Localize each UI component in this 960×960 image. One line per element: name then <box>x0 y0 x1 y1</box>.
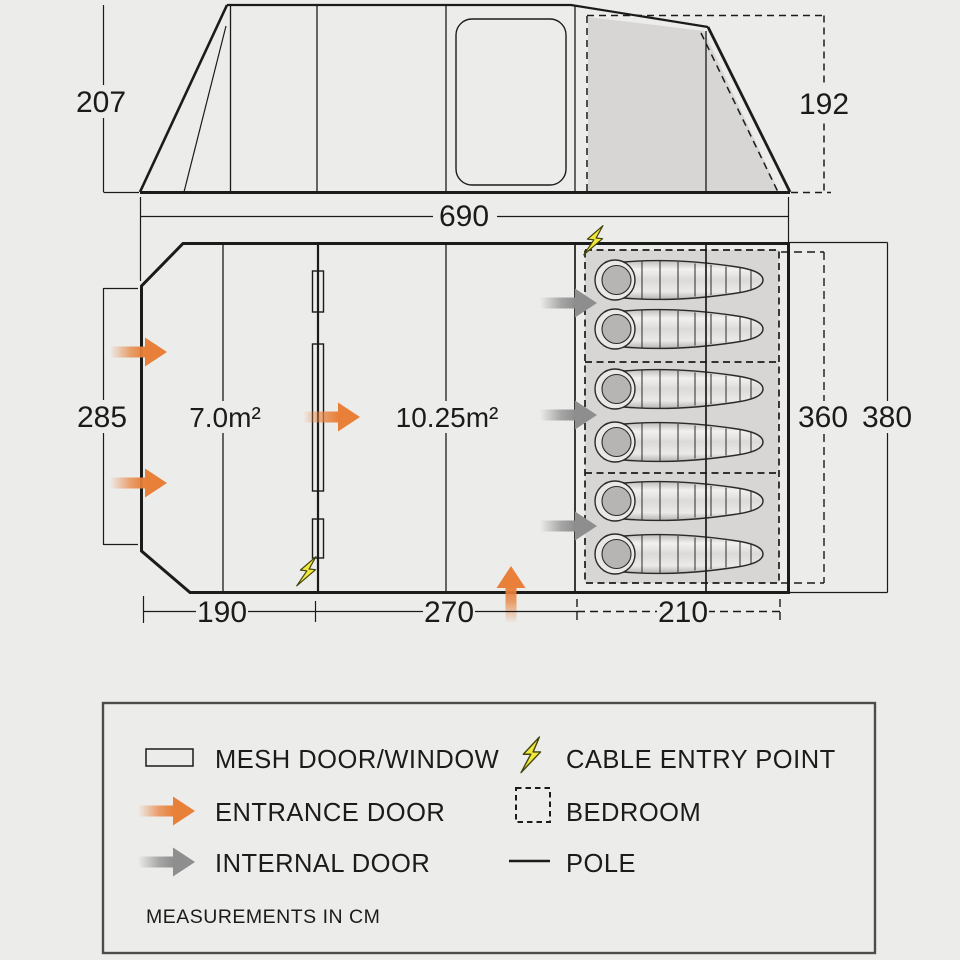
entrance-door-arrow <box>303 403 360 432</box>
internal-door-icon <box>138 848 195 877</box>
dim-bedroom-depth-value: 360 <box>797 401 849 434</box>
cable-entry-icon <box>297 555 317 588</box>
dim-bedroom-width-value: 210 <box>657 596 709 629</box>
entrance-door-arrow-up <box>497 566 526 623</box>
legend-bedroom-label: BEDROOM <box>566 799 702 827</box>
dim-bottom-widths <box>144 596 781 629</box>
dim-bedroom-depth <box>781 252 850 583</box>
dim-front-width-value: 190 <box>196 596 248 629</box>
measurements-note: MEASUREMENTS IN CM <box>146 906 381 928</box>
main-area-label: 10.25m² <box>395 402 499 433</box>
entrance-door-arrow <box>110 469 167 498</box>
dim-height-right <box>797 16 852 193</box>
dim-height-right-value: 192 <box>798 88 850 121</box>
dim-total-depth-value: 380 <box>861 401 913 434</box>
dim-height-left <box>74 5 139 193</box>
elevation-pole-lines <box>231 6 576 192</box>
bedroom-swatch <box>516 788 550 822</box>
legend-mesh-label: MESH DOOR/WINDOW <box>215 746 500 774</box>
side-elevation <box>74 5 852 281</box>
entrance-door-arrow <box>110 338 167 367</box>
floor-plan <box>74 224 915 629</box>
dim-plan-depth-value: 285 <box>76 401 128 434</box>
legend-internal-label: INTERNAL DOOR <box>215 850 431 878</box>
cable-entry-point-icon <box>521 737 541 773</box>
dim-total-width-value: 690 <box>438 200 490 233</box>
mesh-symbol <box>146 749 193 766</box>
legend-pole-label: POLE <box>566 850 637 878</box>
dim-middle-width-value: 270 <box>423 596 475 629</box>
elevation-bedroom-shade <box>588 17 779 192</box>
legend-cable-label: CABLE ENTRY POINT <box>566 746 836 774</box>
living-area-label: 7.0m² <box>189 402 261 433</box>
entrance-door-icon <box>138 797 195 826</box>
dim-height-left-value: 207 <box>75 86 127 119</box>
legend <box>103 703 875 953</box>
legend-entrance-label: ENTRANCE DOOR <box>215 799 446 827</box>
dim-plan-depth <box>74 288 138 545</box>
elevation-window <box>456 19 566 185</box>
